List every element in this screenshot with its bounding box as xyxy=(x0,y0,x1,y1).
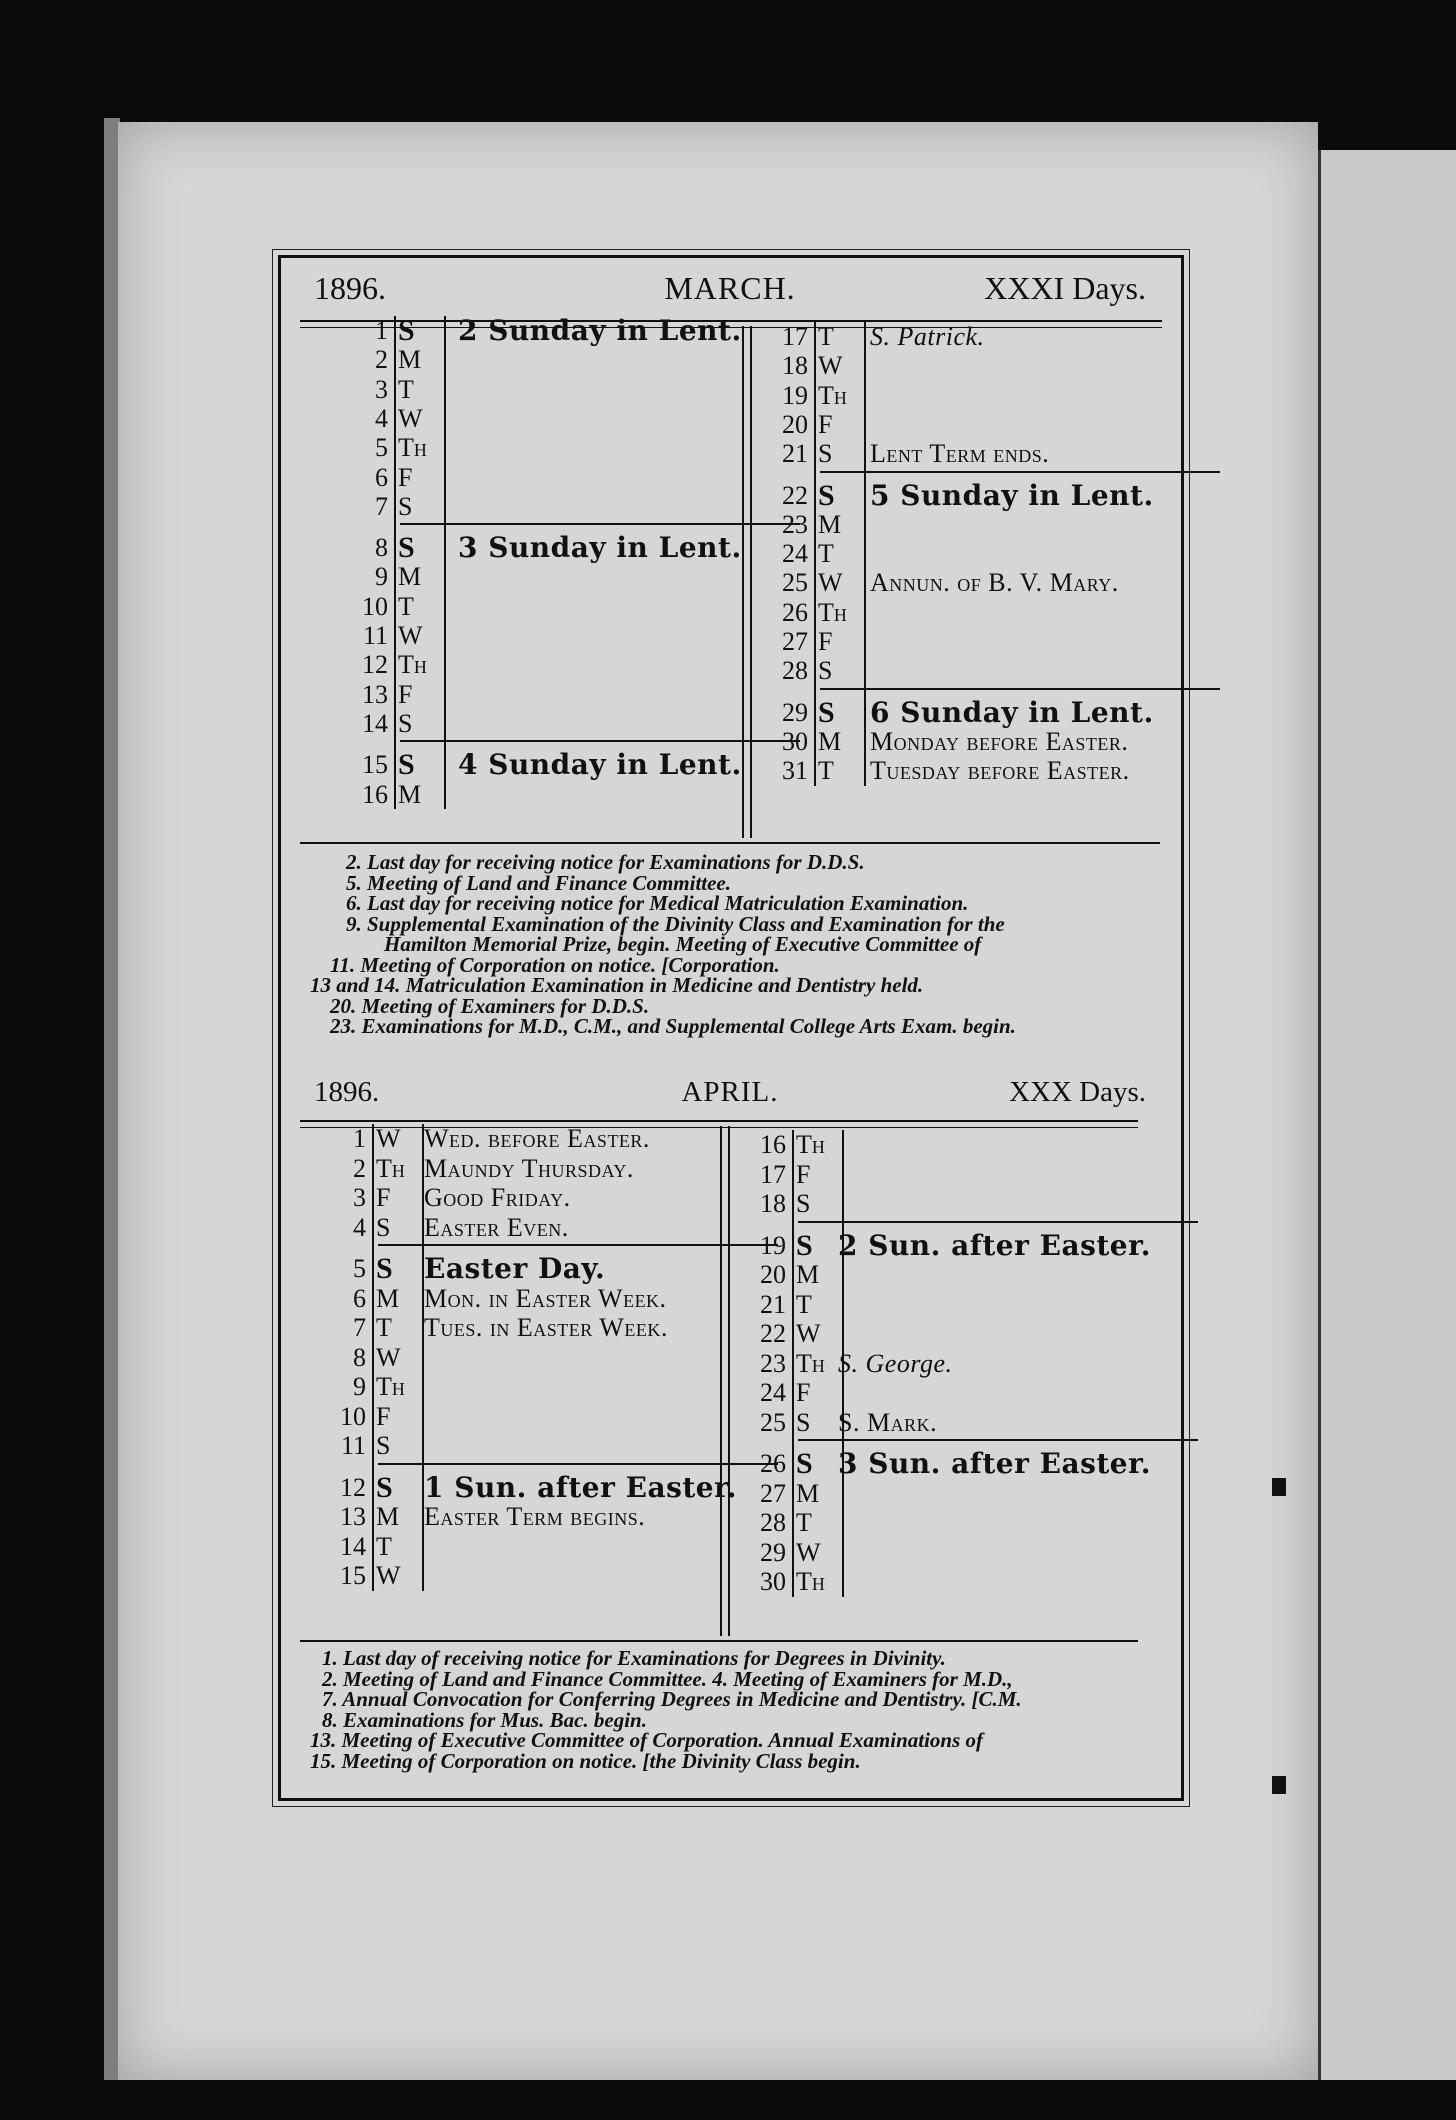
day-number: 29 xyxy=(760,1537,786,1567)
week-rule xyxy=(820,471,1220,473)
week-rule xyxy=(820,688,1220,690)
day-number: 26 xyxy=(782,597,808,627)
note-line: 1. Last day of receiving notice for Examinations for Degrees in Divinity. xyxy=(322,1646,946,1670)
day-number: 25 xyxy=(760,1407,786,1437)
day-number: 12 xyxy=(340,1472,366,1502)
day-number: 30 xyxy=(782,726,808,756)
day-number: 20 xyxy=(760,1260,786,1289)
day-number: 2 xyxy=(375,345,388,375)
day-of-week: S xyxy=(796,1228,813,1262)
day-of-week: F xyxy=(796,1378,811,1407)
day-of-week: S xyxy=(398,708,413,738)
day-number: 26 xyxy=(760,1449,786,1478)
day-of-week: F xyxy=(398,679,413,709)
day-number: 22 xyxy=(760,1319,786,1348)
day-event: S. George. xyxy=(838,1348,953,1378)
note-line: 8. Examinations for Mus. Bac. begin. xyxy=(322,1707,647,1732)
day-of-week: S xyxy=(398,491,413,521)
week-rule xyxy=(378,1244,778,1246)
note-line: 5. Meeting of Land and Finance Committee. xyxy=(346,870,732,895)
day-event: Easter Day. xyxy=(424,1252,606,1285)
day-number: 23 xyxy=(760,1348,786,1378)
day-event: 3 Sun. after Easter. xyxy=(838,1447,1152,1480)
note-line: 23. Examinations for M.D., C.M., and Supplemental College Arts Exam. begin. xyxy=(330,1014,1016,1038)
day-of-week: T xyxy=(796,1508,812,1537)
day-number: 1 xyxy=(375,316,388,345)
day-number: 28 xyxy=(782,656,808,686)
day-number: 22 xyxy=(782,480,808,510)
day-number: 21 xyxy=(782,439,808,469)
march-table-bottom-rule xyxy=(300,842,1160,844)
day-event: Tues. in Easter Week. xyxy=(424,1313,668,1342)
day-number: 24 xyxy=(782,539,808,569)
day-event: Monday before Easter. xyxy=(870,726,1129,756)
day-number: 25 xyxy=(782,568,808,598)
day-number: 6 xyxy=(353,1283,366,1313)
week-rule xyxy=(400,740,800,742)
day-number: 7 xyxy=(353,1313,366,1342)
march-days: XXXI Days. xyxy=(984,270,1146,306)
day-of-week: S xyxy=(398,748,415,782)
day-of-week: S xyxy=(376,1470,393,1504)
day-number: 31 xyxy=(782,756,808,786)
day-of-week: W xyxy=(818,568,843,598)
day-of-week: Th xyxy=(398,650,427,680)
day-of-week: M xyxy=(398,562,422,592)
april-days: XXX Days. xyxy=(1009,1076,1146,1108)
day-event: S. Patrick. xyxy=(870,322,985,351)
column-rule xyxy=(394,316,396,809)
day-number: 5 xyxy=(375,433,388,463)
day-of-week: W xyxy=(398,621,423,650)
day-event: Easter Term begins. xyxy=(424,1502,646,1531)
column-rule xyxy=(842,1130,844,1597)
day-of-week: Th xyxy=(818,380,847,410)
day-number: 10 xyxy=(340,1401,366,1431)
column-rule xyxy=(444,316,446,809)
day-number: 17 xyxy=(760,1159,786,1189)
day-of-week: W xyxy=(398,403,423,433)
day-event: 2 Sunday in Lent. xyxy=(458,314,742,347)
day-of-week: S xyxy=(398,314,415,347)
day-number: 20 xyxy=(782,409,808,439)
week-rule xyxy=(378,1463,778,1465)
day-event: Easter Even. xyxy=(424,1212,569,1242)
day-event: Mon. in Easter Week. xyxy=(424,1283,667,1313)
day-number: 11 xyxy=(340,1431,366,1460)
day-of-week: M xyxy=(818,509,842,539)
day-of-week: T xyxy=(398,374,414,404)
facing-page xyxy=(1318,150,1456,2080)
day-of-week: S xyxy=(796,1447,813,1480)
day-of-week: M xyxy=(376,1283,400,1313)
day-of-week: T xyxy=(398,591,414,621)
day-number: 3 xyxy=(353,1183,366,1212)
day-number: 14 xyxy=(362,708,388,738)
day-number: 9 xyxy=(353,1372,366,1401)
note-line: Hamilton Memorial Prize, begin. Meeting of Executive Committee of xyxy=(384,932,982,956)
day-event: Maundy Thursday. xyxy=(424,1153,634,1183)
march-year: 1896. xyxy=(314,270,386,306)
day-of-week: M xyxy=(376,1502,400,1531)
april-table-bottom-rule xyxy=(300,1640,1138,1642)
binding-mark xyxy=(1272,1478,1286,1496)
day-of-week: F xyxy=(398,462,413,492)
column-rule xyxy=(792,1130,794,1597)
day-number: 23 xyxy=(782,509,808,539)
day-of-week: S xyxy=(398,531,415,565)
day-number: 8 xyxy=(375,533,388,563)
day-of-week: Th xyxy=(796,1348,825,1378)
day-number: 14 xyxy=(340,1531,366,1561)
march-column-divider xyxy=(742,326,744,838)
day-number: 24 xyxy=(760,1378,786,1407)
day-of-week: S xyxy=(796,1189,811,1218)
day-of-week: F xyxy=(376,1401,391,1431)
day-number: 7 xyxy=(375,491,388,521)
day-number: 13 xyxy=(340,1502,366,1531)
day-number: 18 xyxy=(782,351,808,381)
day-number: 27 xyxy=(760,1478,786,1508)
april-column-divider xyxy=(728,1126,730,1636)
day-of-week: W xyxy=(376,1561,401,1590)
day-event: 4 Sunday in Lent. xyxy=(458,748,742,782)
day-event: Lent Term ends. xyxy=(870,439,1050,469)
note-line: 13. Meeting of Executive Committee of Corporation. Annual Examinations of xyxy=(310,1728,984,1752)
note-line: 9. Supplemental Examination of the Divinity Class and Examination for the xyxy=(346,911,1005,936)
day-number: 12 xyxy=(362,650,388,680)
day-of-week: F xyxy=(818,627,833,656)
note-line: 11. Meeting of Corporation on notice. [Corporation. xyxy=(330,952,780,977)
note-line: 13 and 14. Matriculation Examination in Medicine and Dentistry held. xyxy=(310,973,924,997)
day-of-week: S xyxy=(818,695,835,729)
day-number: 10 xyxy=(362,591,388,621)
day-number: 15 xyxy=(340,1561,366,1590)
day-of-week: F xyxy=(796,1159,811,1189)
day-number: 2 xyxy=(353,1153,366,1183)
day-number: 21 xyxy=(760,1289,786,1319)
march-title: MARCH. xyxy=(664,270,796,306)
day-of-week: S xyxy=(818,439,833,469)
day-number: 16 xyxy=(760,1130,786,1159)
column-rule xyxy=(422,1124,424,1591)
day-of-week: F xyxy=(818,409,833,439)
day-number: 19 xyxy=(760,1230,786,1260)
day-number: 29 xyxy=(782,697,808,727)
day-event: Good Friday. xyxy=(424,1183,571,1212)
day-number: 16 xyxy=(362,779,388,809)
march-header xyxy=(300,270,1160,314)
note-line: 20. Meeting of Examiners for D.D.S. xyxy=(330,993,650,1018)
day-number: 4 xyxy=(353,1212,366,1242)
day-event: 1 Sun. after Easter. xyxy=(424,1470,738,1504)
day-of-week: T xyxy=(818,539,834,569)
day-of-week: W xyxy=(796,1537,821,1567)
day-event: 2 Sun. after Easter. xyxy=(838,1228,1152,1262)
day-of-week: T xyxy=(818,756,834,786)
day-of-week: S xyxy=(376,1252,393,1285)
day-event: Wed. before Easter. xyxy=(424,1124,650,1153)
day-event: 3 Sunday in Lent. xyxy=(458,531,742,565)
april-header xyxy=(300,1076,1160,1120)
day-of-week: F xyxy=(376,1183,391,1212)
day-of-week: Th xyxy=(796,1130,825,1159)
day-of-week: T xyxy=(376,1531,392,1561)
day-number: 28 xyxy=(760,1508,786,1537)
day-number: 13 xyxy=(362,679,388,709)
column-rule xyxy=(814,322,816,786)
day-of-week: Th xyxy=(376,1372,405,1401)
column-rule xyxy=(864,322,866,786)
day-number: 11 xyxy=(362,621,388,650)
note-line: 7. Annual Convocation for Conferring Degrees in Medicine and Dentistry. [C.M. xyxy=(322,1687,1022,1711)
week-rule xyxy=(798,1439,1198,1441)
april-column-divider xyxy=(720,1126,722,1636)
day-number: 6 xyxy=(375,462,388,492)
note-line: 2. Meeting of Land and Finance Committee. 4. Meeting of Examiners for M.D., xyxy=(322,1666,1013,1691)
day-of-week: S xyxy=(376,1212,391,1242)
day-of-week: W xyxy=(376,1124,401,1153)
day-of-week: M xyxy=(398,345,422,375)
day-number: 3 xyxy=(375,374,388,404)
day-of-week: S xyxy=(818,478,835,512)
day-event: 6 Sunday in Lent. xyxy=(870,695,1154,729)
day-of-week: Th xyxy=(796,1567,825,1596)
note-line: 2. Last day for receiving notice for Examinations for D.D.S. xyxy=(346,850,865,874)
april-title: APRIL. xyxy=(681,1076,779,1108)
day-number: 8 xyxy=(353,1342,366,1372)
april-year: 1896. xyxy=(314,1076,380,1108)
day-of-week: T xyxy=(796,1289,812,1319)
day-event: Annun. of B. V. Mary. xyxy=(870,568,1119,598)
day-of-week: S xyxy=(376,1431,391,1460)
binding-mark xyxy=(1272,1776,1286,1794)
day-number: 15 xyxy=(362,750,388,780)
day-event: Tuesday before Easter. xyxy=(870,756,1130,786)
day-of-week: Th xyxy=(818,597,847,627)
day-of-week: Th xyxy=(376,1153,405,1183)
note-line: 15. Meeting of Corporation on notice. [the Divinity Class begin. xyxy=(310,1748,861,1773)
day-of-week: T xyxy=(376,1313,392,1342)
column-rule xyxy=(372,1124,374,1591)
day-of-week: M xyxy=(796,1260,820,1289)
day-number: 5 xyxy=(353,1254,366,1283)
day-of-week: W xyxy=(818,351,843,381)
week-rule xyxy=(798,1221,1198,1223)
day-number: 17 xyxy=(782,322,808,351)
day-event: S. Mark. xyxy=(838,1407,938,1437)
day-event: 5 Sunday in Lent. xyxy=(870,478,1154,512)
day-of-week: M xyxy=(398,779,422,809)
day-of-week: W xyxy=(376,1342,401,1372)
march-column-divider xyxy=(750,326,752,838)
day-of-week: S xyxy=(796,1407,811,1437)
day-of-week: M xyxy=(818,726,842,756)
day-of-week: W xyxy=(796,1319,821,1348)
day-of-week: S xyxy=(818,656,833,686)
note-line: 6. Last day for receiving notice for Medical Matriculation Examination. xyxy=(346,891,969,915)
day-of-week: T xyxy=(818,322,834,351)
day-number: 30 xyxy=(760,1567,786,1596)
day-number: 27 xyxy=(782,627,808,656)
day-number: 4 xyxy=(375,403,388,433)
day-number: 1 xyxy=(353,1124,366,1153)
day-of-week: Th xyxy=(398,433,427,463)
week-rule xyxy=(400,523,800,525)
day-number: 19 xyxy=(782,380,808,410)
day-number: 9 xyxy=(375,562,388,592)
day-of-week: M xyxy=(796,1478,820,1508)
day-number: 18 xyxy=(760,1189,786,1218)
